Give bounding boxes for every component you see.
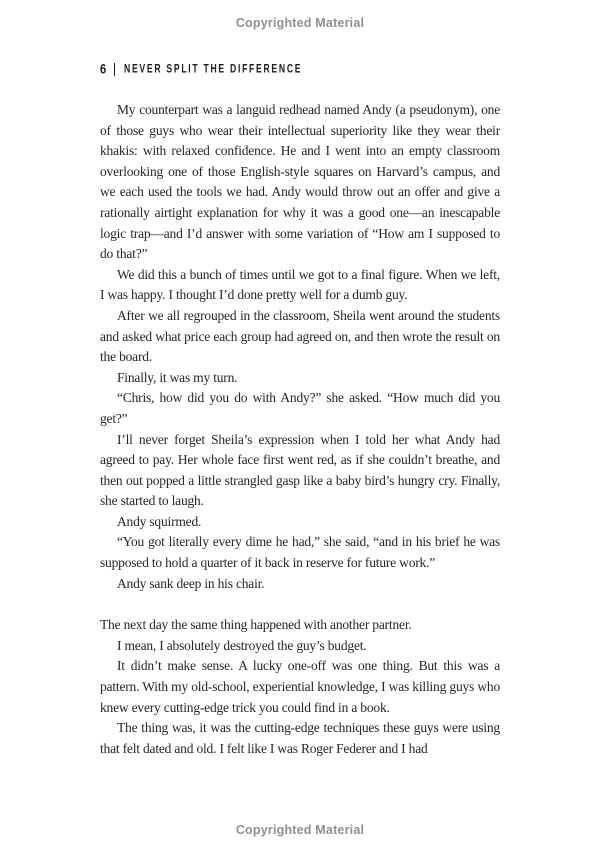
paragraph: We did this a bunch of times until we got to a final figure. When we left, I was happy. I thought I’d done pretty well for a dumb guy. [100,266,500,303]
body-text [100,100,500,759]
paragraph: After we all regrouped in the classroom, Sheila went around the students and asked what price each group had agreed on, and then wrote the result on the board. [100,307,500,365]
paragraph: Andy sank deep in his chair. [117,575,265,591]
copyright-notice-bottom: Copyrighted Material [235,823,365,837]
paragraph: It didn’t make sense. A lucky one-off was one thing. But this was a pattern. With my old-school, experiential knowledge, I was killing guys who knew every cutting-edge trick you could find in a book. [100,658,500,715]
book-title: NEVER SPLIT THE DIFFERENCE [124,61,303,77]
paragraph: I’ll never forget Sheila’s expression when I told her what Andy had agreed to pay. Her whole face first went red, as if she couldn’t breathe, and then out popped a little strangled gasp like a baby bird’s hungry cry. Finally, she started to laugh. [100,431,500,509]
header-separator [114,63,116,76]
paragraph: My counterpart was a languid redhead named Andy (a pseudonym), one of those guys who wear their intellectual superiority like they wear their khakis: with relaxed confidence. He and I went into an empty classroom overlooking one of those English-style squares on Harvard’s campus, and we each used the tools we had. Andy would throw out an offer and give a rationally airtight explanation for why it was a good one—an inescapable logic trap—and I’d answer with some variation of “How am I supposed to do that?” [100,102,500,262]
paragraph: “You got literally every dime he had,” she said, “and in his brief he was supposed to hold a quarter of it back in reserve for future work.” [100,534,500,571]
paragraph: I mean, I absolutely destroyed the guy’s budget. [117,637,367,653]
running-header [100,62,342,76]
paragraph: Finally, it was my turn. [117,369,238,385]
paragraph: Andy squirmed. [117,513,202,529]
paragraph: The thing was, it was the cutting-edge techniques these guys were using that felt dated and old. I felt like I was Roger Federer and I had [100,720,500,756]
page-number: 6 [100,60,107,78]
copyright-notice-top: Copyrighted Material [235,16,365,30]
paragraph: “Chris, how did you do with Andy?” she asked. “How much did you get?” [100,390,500,426]
paragraph: The next day the same thing happened with another partner. [100,617,412,633]
